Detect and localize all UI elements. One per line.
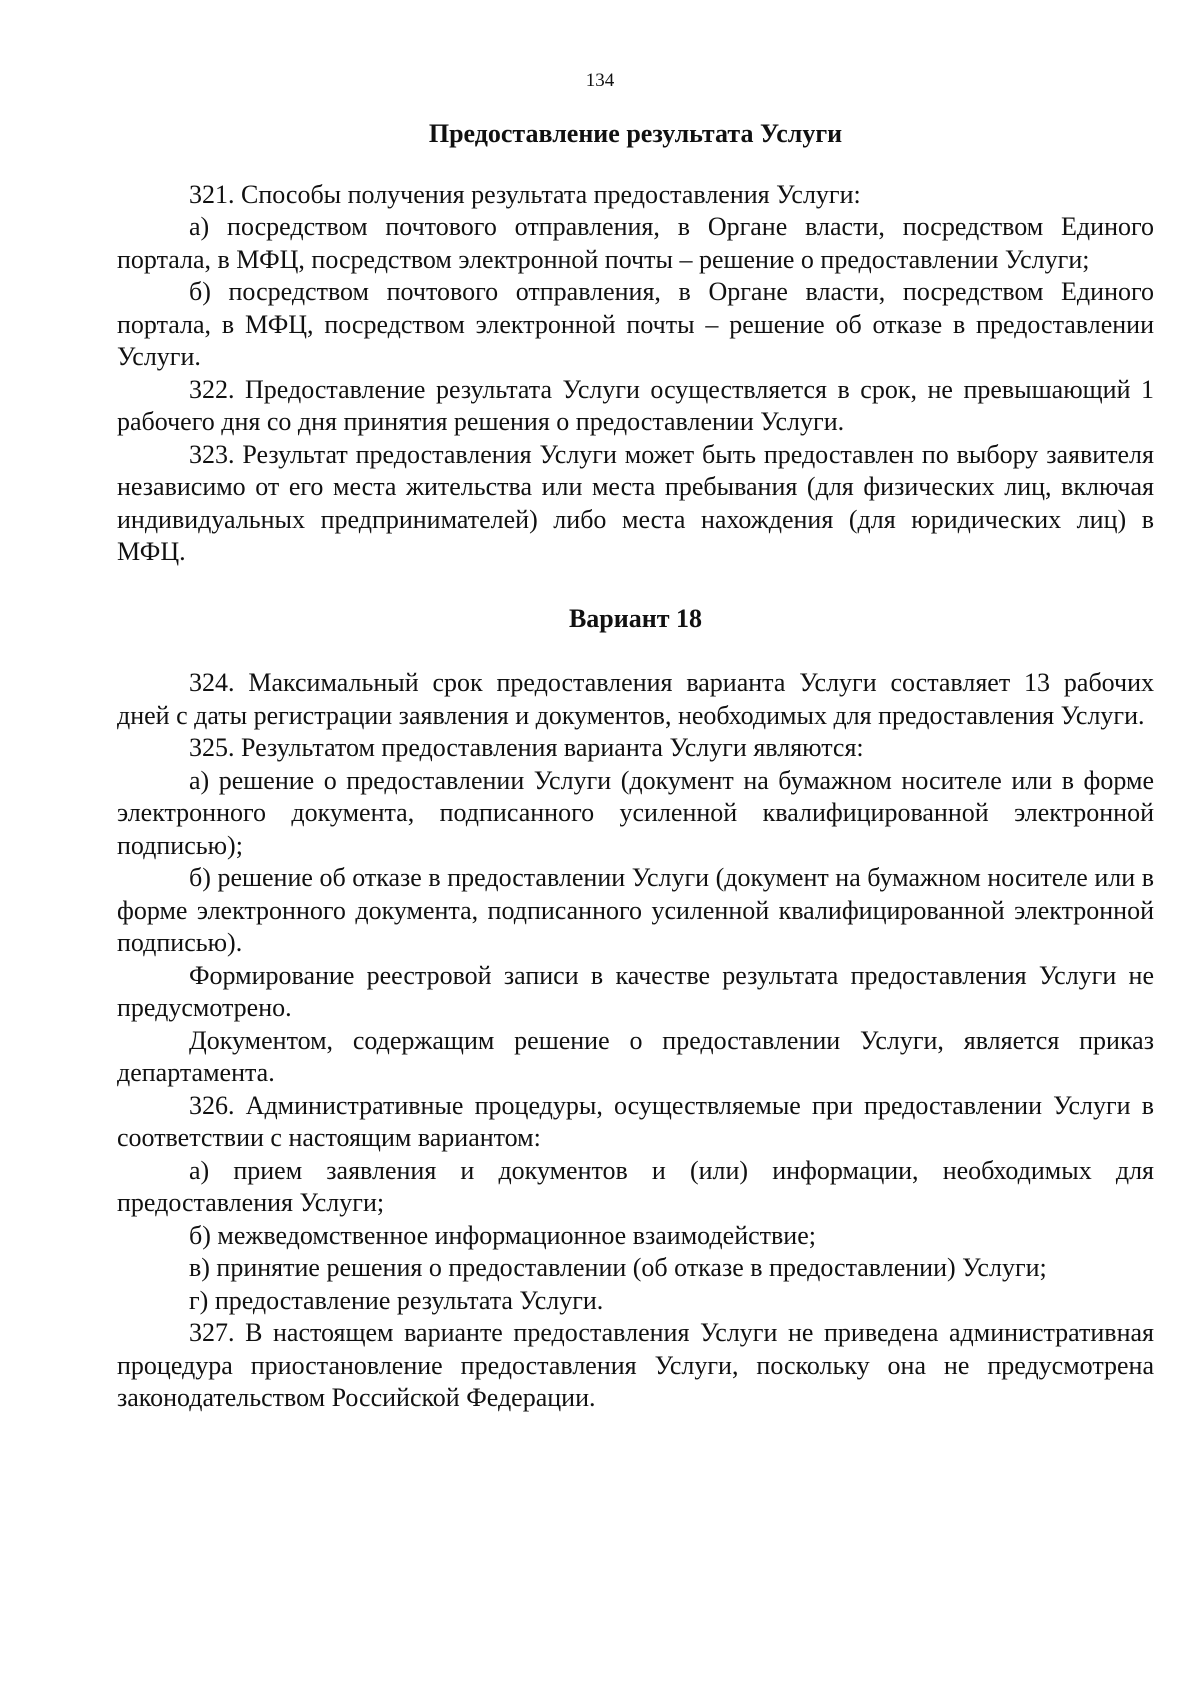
paragraph-321-b: б) посредством почтового отправления, в Органе власти, посредством Единого портала, в МФЦ, посредством электронной почты – решение об отказе в предоставлении Услуги.: [117, 277, 1154, 371]
paragraph-326-b: б) межведомственное информационное взаимодействие;: [189, 1220, 816, 1250]
paragraph-325-b: б) решение об отказе в предоставлении Услуги (документ на бумажном носителе или в форме электронного документа, подписанного усиленной квалифицированной электронной подписью).: [117, 863, 1154, 957]
paragraph-326-a: а) прием заявления и документов и (или) информации, необходимых для предоставления Услуги;: [117, 1155, 1154, 1217]
paragraph-registry-record: Формирование реестровой записи в качестве результата предоставления Услуги не предусмотрено.: [117, 960, 1154, 1022]
paragraph-326-g: г) предоставление результата Услуги.: [189, 1285, 604, 1315]
paragraph-321: 321. Способы получения результата предоставления Услуги:: [189, 179, 861, 209]
section-heading-result: Предоставление результата Услуги: [428, 119, 843, 148]
page-number: 134: [585, 70, 615, 91]
paragraph-321-a: а) посредством почтового отправления, в Органе власти, посредством Единого портала, в МФЦ, посредством электронной почты – решение о предоставлении Услуги;: [117, 212, 1154, 274]
paragraph-322: 322. Предоставление результата Услуги осуществляется в срок, не превышающий 1 рабочего дня со дня принятия решения о предоставлении Услуги.: [117, 374, 1154, 436]
section-heading-variant-18: Вариант 18: [568, 603, 703, 633]
paragraph-324: 324. Максимальный срок предоставления варианта Услуги составляет 13 рабочих дней с даты регистрации заявления и документов, необходимых для предоставления Услуги.: [117, 668, 1154, 730]
paragraph-325: 325. Результатом предоставления варианта Услуги являются:: [189, 733, 864, 762]
paragraph-326: 326. Административные процедуры, осуществляемые при предоставлении Услуги в соответствии с настоящим вариантом:: [117, 1090, 1154, 1152]
paragraph-326-v: в) принятие решения о предоставлении (об отказе в предоставлении) Услуги;: [189, 1253, 1047, 1282]
paragraph-decision-document: Документом, содержащим решение о предоставлении Услуги, является приказ департамента.: [117, 1025, 1154, 1087]
paragraph-325-a: а) решение о предоставлении Услуги (документ на бумажном носителе или в форме электронного документа, подписанного усиленной квалифицированной электронной подписью);: [117, 765, 1154, 860]
paragraph-327: 327. В настоящем варианте предоставления Услуги не приведена административная процедура приостановление предоставления Услуги, поскольку она не предусмотрена законодательством Российской Федерации.: [117, 1318, 1154, 1412]
document-body: [117, 118, 1154, 1415]
paragraph-323: 323. Результат предоставления Услуги может быть предоставлен по выбору заявителя независимо от его места жительства или места пребывания (для физических лиц, включая индивидуальных предпринимателей) либо места нахождения (для юридических лиц) в МФЦ.: [117, 439, 1154, 566]
